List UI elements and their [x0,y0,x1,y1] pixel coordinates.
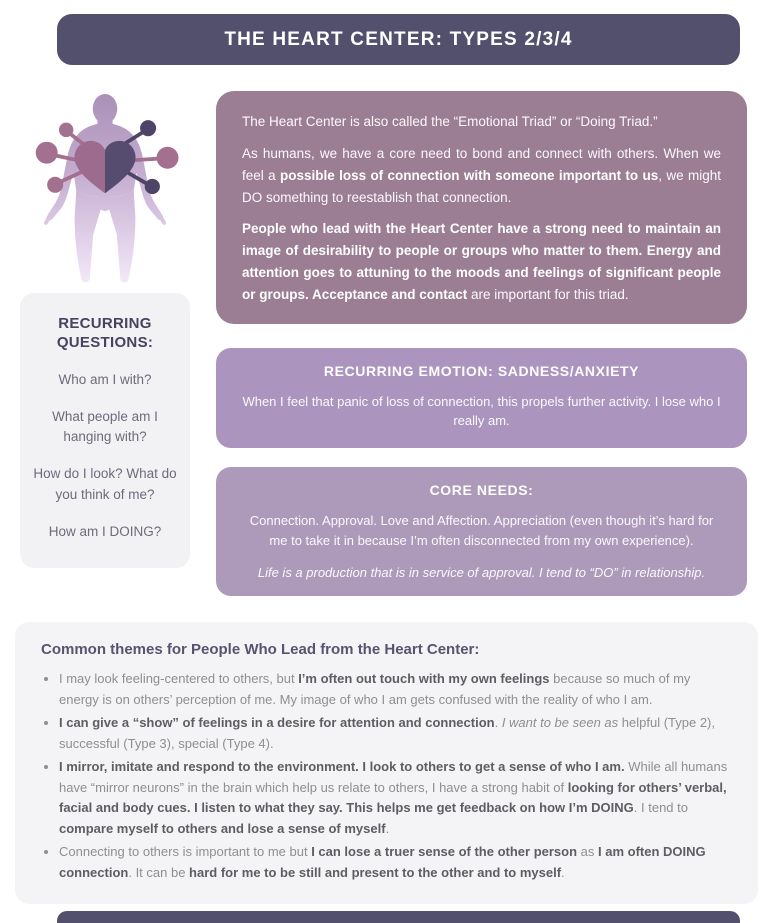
intro-paragraph: The Heart Center is also called the “Emotional Triad” or “Doing Triad.” [242,114,658,129]
core-needs-body: Connection. Approval. Love and Affection. Appreciation (even though it’s hard for me to take it in because I’m often disconnected from my own experience). [249,512,714,549]
intro-paragraph: People who lead with the Heart Center have a strong need to maintain an image of desirability to people or groups who matter to them. Energy and attention goes to attuning to the moods and feelings of significant people or groups. Acceptance and contact are important for this triad. [242,221,721,303]
core-needs-title: CORE NEEDS: [429,481,534,498]
question-item: How am I DOING? [48,523,162,539]
theme-bullet: • Connecting to others is important to me but I can lose a truer sense of the other person as I am often DOING connection. It can be hard for me to be still and present to the other and to myself. [59,842,732,883]
recurring-emotion-body: When I feel that panic of loss of connection, this propels further activity. I lose who I really am. [242,393,721,429]
heart-center-intro-box [216,91,747,324]
footer-bar [57,911,740,923]
core-needs-box [216,467,747,596]
recurring-emotion-title: RECURRING EMOTION: SADNESS/ANXIETY [323,362,640,379]
theme-bullet: • I may look feeling-centered to others, but I’m often out touch with my own feelings because so much of my energy is on others’ perception of me. My image of who I am gets confused with the reality of who I am. [59,669,732,710]
question-item: What people am I hanging with? [52,408,158,444]
main-content [0,65,773,596]
common-themes-list [41,669,732,883]
right-column [216,91,747,596]
recurring-emotion-box [216,348,747,448]
common-themes-box [15,622,758,904]
body-silhouette-heart-network-icon [20,91,190,287]
intro-paragraph: As humans, we have a core need to bond and connect with others. When we feel a possible loss of connection with someone important to us, we might DO something to reestablish that connection. [242,145,721,205]
recurring-questions-title: RECURRING QUESTIONS: [56,315,154,351]
core-needs-quote: Life is a production that is in service of approval. I tend to “DO” in relationship. [257,565,706,581]
page-title: THE HEART CENTER: TYPES 2/3/4 [224,29,573,50]
common-themes-title: Common themes for People Who Lead from the Heart Center: [41,641,480,659]
heart-center-infographic [0,14,773,880]
page-header [57,14,740,65]
theme-bullet: • I mirror, imitate and respond to the environment. I look to others to get a sense of who I am. While all humans have “mirror neurons” in the brain which help us relate to others, I have a strong habit of looking for others’ verbal, facial and body cues. I listen to what they say. This helps me get feedback on how I’m DOING. I tend to compare myself to others and lose a sense of myself. [59,757,732,839]
recurring-questions-card [20,293,190,568]
question-item: How do I look? What do you think of me? [33,466,177,502]
left-column [20,91,190,596]
question-item: Who am I with? [58,371,152,387]
theme-bullet: • I can give a “show” of feelings in a desire for attention and connection. I want to be seen as helpful (Type 2), successful (Type 3), special (Type 4). [59,713,732,754]
